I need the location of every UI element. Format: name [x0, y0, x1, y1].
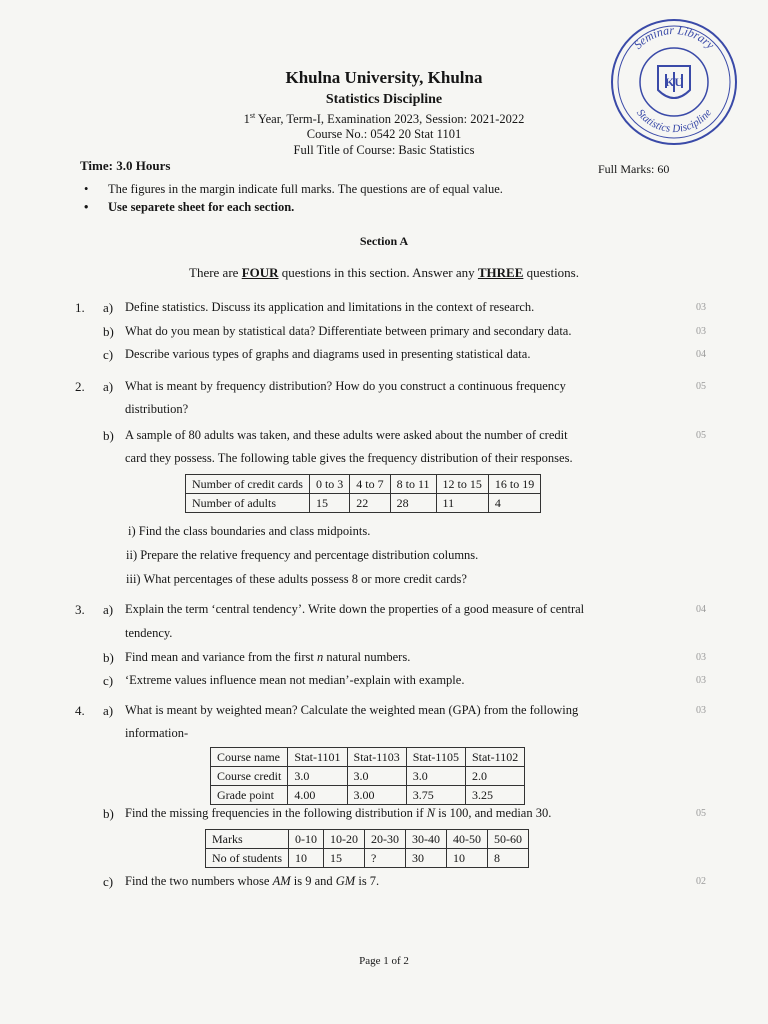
marks-q1b: 03 — [696, 326, 706, 337]
marks-q4a: 03 — [696, 705, 706, 716]
part-label: a) — [103, 703, 114, 718]
table-cell: 22 — [350, 494, 390, 513]
table-cell: 10-20 — [324, 830, 365, 849]
table-row — [211, 748, 525, 767]
q4c-text: Find the two numbers whose AM is 9 and GM is 7. — [125, 874, 380, 888]
table-cell: Number of adults — [186, 494, 310, 513]
table-cell: 4 to 7 — [350, 475, 390, 494]
weighted-mean-table — [210, 747, 525, 805]
marks-q4c: 02 — [696, 876, 706, 887]
q2-sub-item: iii) What percentages of these adults possess 8 or more credit cards? — [126, 572, 467, 586]
part-label: c) — [103, 673, 114, 688]
table-cell: 40-50 — [447, 830, 488, 849]
seal-monogram: KU — [665, 75, 683, 89]
marks-q2b: 05 — [696, 430, 706, 441]
section-note: There are FOUR questions in this section. Answer any THREE questions. — [189, 265, 579, 280]
missing-frequency-table — [205, 829, 529, 868]
table-row — [186, 494, 541, 513]
university-name: Khulna University, Khulna — [285, 68, 483, 87]
table-cell: 12 to 15 — [436, 475, 488, 494]
marks-q3a: 04 — [696, 604, 706, 615]
q3b-text: Find mean and variance from the first n natural numbers. — [125, 650, 411, 664]
table-cell: 50-60 — [488, 830, 529, 849]
marks-q3b: 03 — [696, 652, 706, 663]
table-cell: ? — [365, 849, 406, 868]
table-cell: Course name — [211, 748, 288, 767]
part-label: c) — [103, 347, 114, 362]
discipline-name: Statistics Discipline — [325, 92, 443, 107]
year-number: 1 — [243, 112, 250, 127]
exam-line — [0, 111, 768, 127]
credit-card-table — [185, 474, 541, 513]
q3c-text: ‘Extreme values influence mean not median’-explain with example. — [125, 673, 465, 687]
table-cell: 3.75 — [406, 786, 465, 805]
q3a-text-line1: Explain the term ‘central tendency’. Write down the properties of a good measure of central — [125, 602, 585, 616]
table-cell: 2.0 — [465, 767, 524, 786]
table-cell: Number of credit cards — [186, 475, 310, 494]
table-row — [186, 475, 541, 494]
question-number: 3. — [75, 602, 85, 617]
marks-q1a: 03 — [696, 302, 706, 313]
table-cell: 3.25 — [465, 786, 524, 805]
table-cell: Stat-1101 — [288, 748, 347, 767]
marks-q2a: 05 — [696, 381, 706, 392]
q2a-text-line2: distribution? — [125, 402, 189, 416]
marks-q3c: 03 — [696, 675, 706, 686]
instruction-item: • Use separete sheet for each section. — [84, 200, 295, 214]
table-cell: 3.00 — [347, 786, 406, 805]
q1c-text: Describe various types of graphs and diagrams used in presenting statistical data. — [125, 347, 531, 361]
table-cell: 30 — [406, 849, 447, 868]
part-label: b) — [103, 650, 114, 665]
table-cell: Stat-1102 — [465, 748, 524, 767]
course-title: Full Title of Course: Basic Statistics — [293, 143, 475, 157]
full-marks: Full Marks: 60 — [598, 162, 670, 176]
q2b-text-line1: A sample of 80 adults was taken, and these adults were asked about the number of credit — [125, 428, 568, 442]
part-label: b) — [103, 806, 114, 821]
q2-sub-item: ii) Prepare the relative frequency and percentage distribution columns. — [126, 548, 479, 562]
table-cell: 10 — [289, 849, 324, 868]
question-number: 1. — [75, 300, 85, 315]
table-cell: 15 — [324, 849, 365, 868]
q2b-text-line2: card they possess. The following table gives the frequency distribution of their responses. — [125, 451, 573, 465]
page-number: Page 1 of 2 — [359, 955, 409, 967]
table-cell: Course credit — [211, 767, 288, 786]
q4a-text-line2: information- — [125, 726, 189, 740]
question-number: 2. — [75, 379, 85, 394]
table-row — [211, 786, 525, 805]
q2a-text-line1: What is meant by frequency distribution? How do you construct a continuous frequency — [125, 379, 566, 393]
table-cell: 8 to 11 — [390, 475, 436, 494]
table-cell: 10 — [447, 849, 488, 868]
part-label: b) — [103, 428, 114, 443]
q4b-text: Find the missing frequencies in the following distribution if N is 100, and median 30. — [125, 806, 552, 820]
part-label: a) — [103, 602, 114, 617]
table-cell: 16 to 19 — [488, 475, 540, 494]
seal-text-top: Seminar Library — [630, 22, 718, 52]
table-cell: 3.0 — [347, 767, 406, 786]
table-cell: 4.00 — [288, 786, 347, 805]
table-cell: Stat-1105 — [406, 748, 465, 767]
table-cell: 30-40 — [406, 830, 447, 849]
part-label: a) — [103, 379, 114, 394]
table-cell: Stat-1103 — [347, 748, 406, 767]
table-cell: 4 — [488, 494, 540, 513]
exam-time: Time: 3.0 Hours — [80, 158, 171, 173]
table-row — [206, 830, 529, 849]
q1b-text: What do you mean by statistical data? Differentiate between primary and secondary data. — [125, 324, 572, 338]
course-number: Course No.: 0542 20 Stat 1101 — [306, 127, 462, 141]
exam-text: Year, Term-I, Examination 2023, Session: 2021-2022 — [255, 112, 525, 127]
table-row — [211, 767, 525, 786]
table-cell: 28 — [390, 494, 436, 513]
year-suffix: st — [249, 111, 256, 120]
q3a-text-line2: tendency. — [125, 626, 173, 640]
marks-q1c: 04 — [696, 349, 706, 360]
table-cell: 0 to 3 — [309, 475, 349, 494]
marks-q4b: 05 — [696, 808, 706, 819]
table-cell: Grade point — [211, 786, 288, 805]
table-cell: No of students — [206, 849, 289, 868]
q4a-text-line1: What is meant by weighted mean? Calculate the weighted mean (GPA) from the following — [125, 703, 579, 717]
table-cell: 11 — [436, 494, 488, 513]
part-label: c) — [103, 874, 114, 889]
table-cell: 15 — [309, 494, 349, 513]
table-cell: 3.0 — [406, 767, 465, 786]
q1a-text: Define statistics. Discuss its application and limitations in the context of research. — [125, 300, 535, 314]
part-label: a) — [103, 300, 114, 315]
table-cell: 3.0 — [288, 767, 347, 786]
instruction-item: • The figures in the margin indicate full marks. The questions are of equal value. — [84, 182, 503, 196]
question-number: 4. — [75, 703, 85, 718]
part-label: b) — [103, 324, 114, 339]
section-title: Section A — [359, 234, 409, 248]
table-cell: Marks — [206, 830, 289, 849]
table-cell: 0-10 — [289, 830, 324, 849]
seal-text-bottom: Statistics Discipline — [634, 106, 714, 136]
table-row — [206, 849, 529, 868]
table-cell: 20-30 — [365, 830, 406, 849]
table-cell: 8 — [488, 849, 529, 868]
q2-sub-item: i) Find the class boundaries and class midpoints. — [128, 524, 371, 538]
